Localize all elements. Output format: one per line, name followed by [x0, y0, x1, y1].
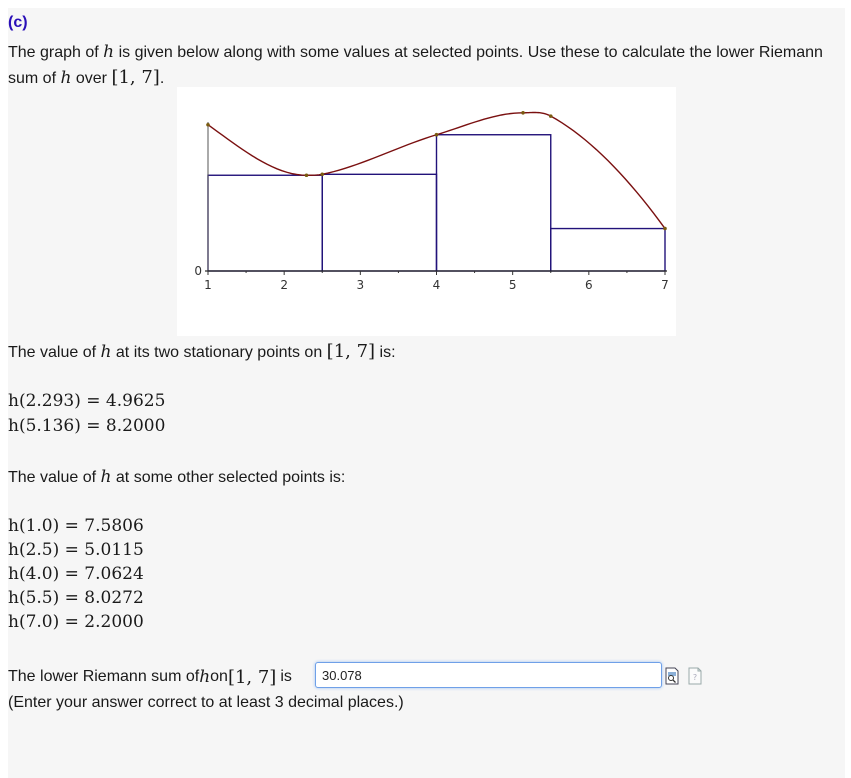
y-tick-label: 0: [194, 264, 202, 278]
data-point: [549, 114, 553, 118]
data-point: [435, 133, 439, 137]
answer-prompt: The lower Riemann sum of h on [1, 7] is: [8, 666, 292, 688]
help-icon[interactable]: [688, 667, 702, 685]
x-tick-label: 1: [204, 278, 212, 292]
data-point: [320, 173, 324, 177]
stationary-intro: The value of h at its two stationary points on [1, 7] is:: [8, 341, 396, 362]
riemann-rectangle-4: [551, 229, 665, 271]
riemann-graph: [177, 87, 676, 336]
x-tick-label: 5: [508, 278, 517, 292]
answer-hint: (Enter your answer correct to at least 3 decimal places.): [8, 694, 404, 711]
riemann-rectangle-3: [437, 135, 551, 271]
stationary-eq-2: h(5.136) = 8.2000: [8, 416, 166, 436]
x-tick-label: 2: [280, 278, 288, 292]
data-point: [521, 111, 525, 115]
riemann-rectangle-2: [322, 174, 436, 271]
selected-intro: The value of h at some other selected points is:: [8, 467, 346, 487]
x-tick-label: 3: [356, 278, 365, 292]
preview-icon[interactable]: [665, 667, 679, 685]
x-tick-label: 4: [432, 278, 441, 292]
question-prompt: The graph of h is given below along with some values at selected points. Use these to calculate the lower Riemann sum of h over [1, 7].: [8, 42, 823, 88]
svg-text:?: ?: [692, 673, 698, 682]
stationary-eq-1: h(2.293) = 4.9625: [8, 391, 166, 411]
selected-eq-4: h(5.5) = 8.0272: [8, 588, 144, 608]
data-point: [305, 173, 309, 177]
riemann-rectangle-1: [208, 175, 322, 271]
selected-eq-1: h(1.0) = 7.5806: [8, 516, 144, 536]
selected-eq-3: h(4.0) = 7.0624: [8, 564, 144, 584]
data-point: [663, 227, 667, 231]
answer-input[interactable]: [315, 662, 662, 688]
x-tick-label: 7: [661, 278, 669, 292]
riemann-chart-svg: [177, 87, 676, 336]
selected-eq-5: h(7.0) = 2.2000: [8, 612, 144, 632]
part-label: (c): [8, 14, 28, 31]
selected-eq-2: h(2.5) = 5.0115: [8, 540, 144, 560]
interval: [1, 7]: [111, 67, 160, 88]
x-tick-label: 6: [585, 278, 593, 292]
data-point: [206, 123, 210, 127]
